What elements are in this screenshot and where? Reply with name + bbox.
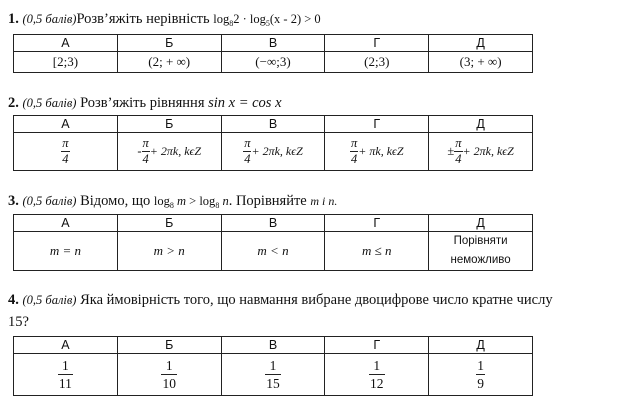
answer-d[interactable] (429, 354, 533, 396)
option-header-d: Д (429, 215, 533, 232)
question-4 (8, 291, 553, 309)
option-header-v: В (221, 337, 325, 354)
fraction: $\frac{\pi}{4}$ (455, 136, 462, 166)
answer-b[interactable] (117, 354, 221, 396)
answer-v[interactable] (221, 354, 325, 396)
question-number: 2. (8, 95, 19, 111)
question-text: Розв’яжіть рівняння (80, 95, 205, 111)
inequality-expression: $\log_82 \cdot \log_5(x - 2) > 0$ (213, 12, 321, 28)
answer-a[interactable]: m = n (14, 232, 118, 271)
answer-v[interactable]: m < n (221, 232, 325, 271)
fraction: $\frac{1}{9}$ (477, 358, 484, 391)
question-points: (0,5 балів) (22, 293, 77, 307)
table-answer-row (14, 52, 533, 73)
question-2 (8, 94, 282, 112)
fraction: $\frac{1}{15}$ (266, 358, 280, 391)
option-header-b: Б (117, 35, 221, 52)
answer-table-3 (13, 214, 533, 271)
answer-table-1 (13, 34, 533, 73)
fraction: $\frac{\pi}{4}$ (351, 136, 358, 166)
fraction: $\frac{\pi}{4}$ (142, 136, 149, 166)
answer-table-2 (13, 115, 533, 171)
question-3 (8, 192, 337, 215)
fraction: $\frac{1}{12}$ (370, 358, 384, 391)
table-header-row (14, 215, 533, 232)
option-header-d: Д (429, 35, 533, 52)
question-text: Відомо, що (80, 193, 151, 209)
answer-a[interactable] (14, 354, 118, 396)
option-header-g: Г (325, 116, 429, 133)
answer-v[interactable]: (−∞;3) (221, 52, 325, 73)
option-header-v: В (221, 116, 325, 133)
answer-g[interactable]: $\frac{\pi}{4}$ + πk, kϵZ (325, 133, 429, 171)
table-answer-row (14, 232, 533, 271)
question-number: 1. (8, 11, 19, 27)
option-header-d: Д (429, 116, 533, 133)
answer-g[interactable]: m ≤ n (325, 232, 429, 271)
option-header-b: Б (117, 116, 221, 133)
fraction: $\frac{1}{10}$ (162, 358, 176, 391)
fraction: $\frac{1}{11}$ (58, 358, 72, 391)
answer-b[interactable]: m > n (117, 232, 221, 271)
equation-expression: sin x = cos x (208, 95, 282, 111)
question-1 (8, 10, 321, 33)
fraction: $\frac{\pi}{4}$ (62, 136, 69, 166)
option-header-b: Б (117, 337, 221, 354)
answer-a[interactable] (14, 133, 118, 171)
option-header-v: В (221, 35, 325, 52)
fraction: $\frac{\pi}{4}$ (244, 136, 251, 166)
answer-g[interactable]: (2;3) (325, 52, 429, 73)
question-points: (0,5 балів) (22, 96, 77, 110)
option-header-a: А (14, 215, 118, 232)
question-number: 3. (8, 193, 19, 209)
question-text: Розв’яжіть нерівність (76, 11, 210, 27)
answer-table-4 (13, 336, 533, 396)
option-header-a: А (14, 337, 118, 354)
answer-g[interactable] (325, 354, 429, 396)
option-header-g: Г (325, 215, 429, 232)
table-header-row (14, 35, 533, 52)
answer-d[interactable]: (3; + ∞) (429, 52, 533, 73)
option-header-a: А (14, 116, 118, 133)
table-answer-row (14, 354, 533, 396)
table-header-row (14, 337, 533, 354)
table-answer-row (14, 133, 533, 171)
option-header-g: Г (325, 35, 429, 52)
question-text: Яка ймовірність того, що навмання вибране двоцифрове число кратне числу (80, 292, 553, 308)
question-number: 4. (8, 292, 19, 308)
question-points: (0,5 балів) (22, 194, 77, 208)
answer-b[interactable]: (2; + ∞) (117, 52, 221, 73)
option-header-d: Д (429, 337, 533, 354)
compared-variables: m і n. (310, 194, 338, 208)
condition-expression: $\log_8 m > \log_8 n$ (153, 194, 229, 210)
answer-b[interactable]: - $\frac{\pi}{4}$ + 2πk, kϵZ (117, 133, 221, 171)
answer-d[interactable]: Порівняти неможливо (429, 232, 533, 271)
question-points: (0,5 балів) (22, 12, 77, 26)
answer-a[interactable]: [2;3) (14, 52, 118, 73)
option-header-g: Г (325, 337, 429, 354)
question-text-2: 15? (8, 314, 29, 330)
option-header-b: Б (117, 215, 221, 232)
table-header-row (14, 116, 533, 133)
answer-d[interactable]: ± $\frac{\pi}{4}$ + 2πk, kϵZ (429, 133, 533, 171)
option-header-v: В (221, 215, 325, 232)
question-text-2: . Порівняйте (228, 193, 307, 209)
question-4-continuation (8, 313, 29, 331)
answer-v[interactable]: $\frac{\pi}{4}$ + 2πk, kϵZ (221, 133, 325, 171)
option-header-a: А (14, 35, 118, 52)
